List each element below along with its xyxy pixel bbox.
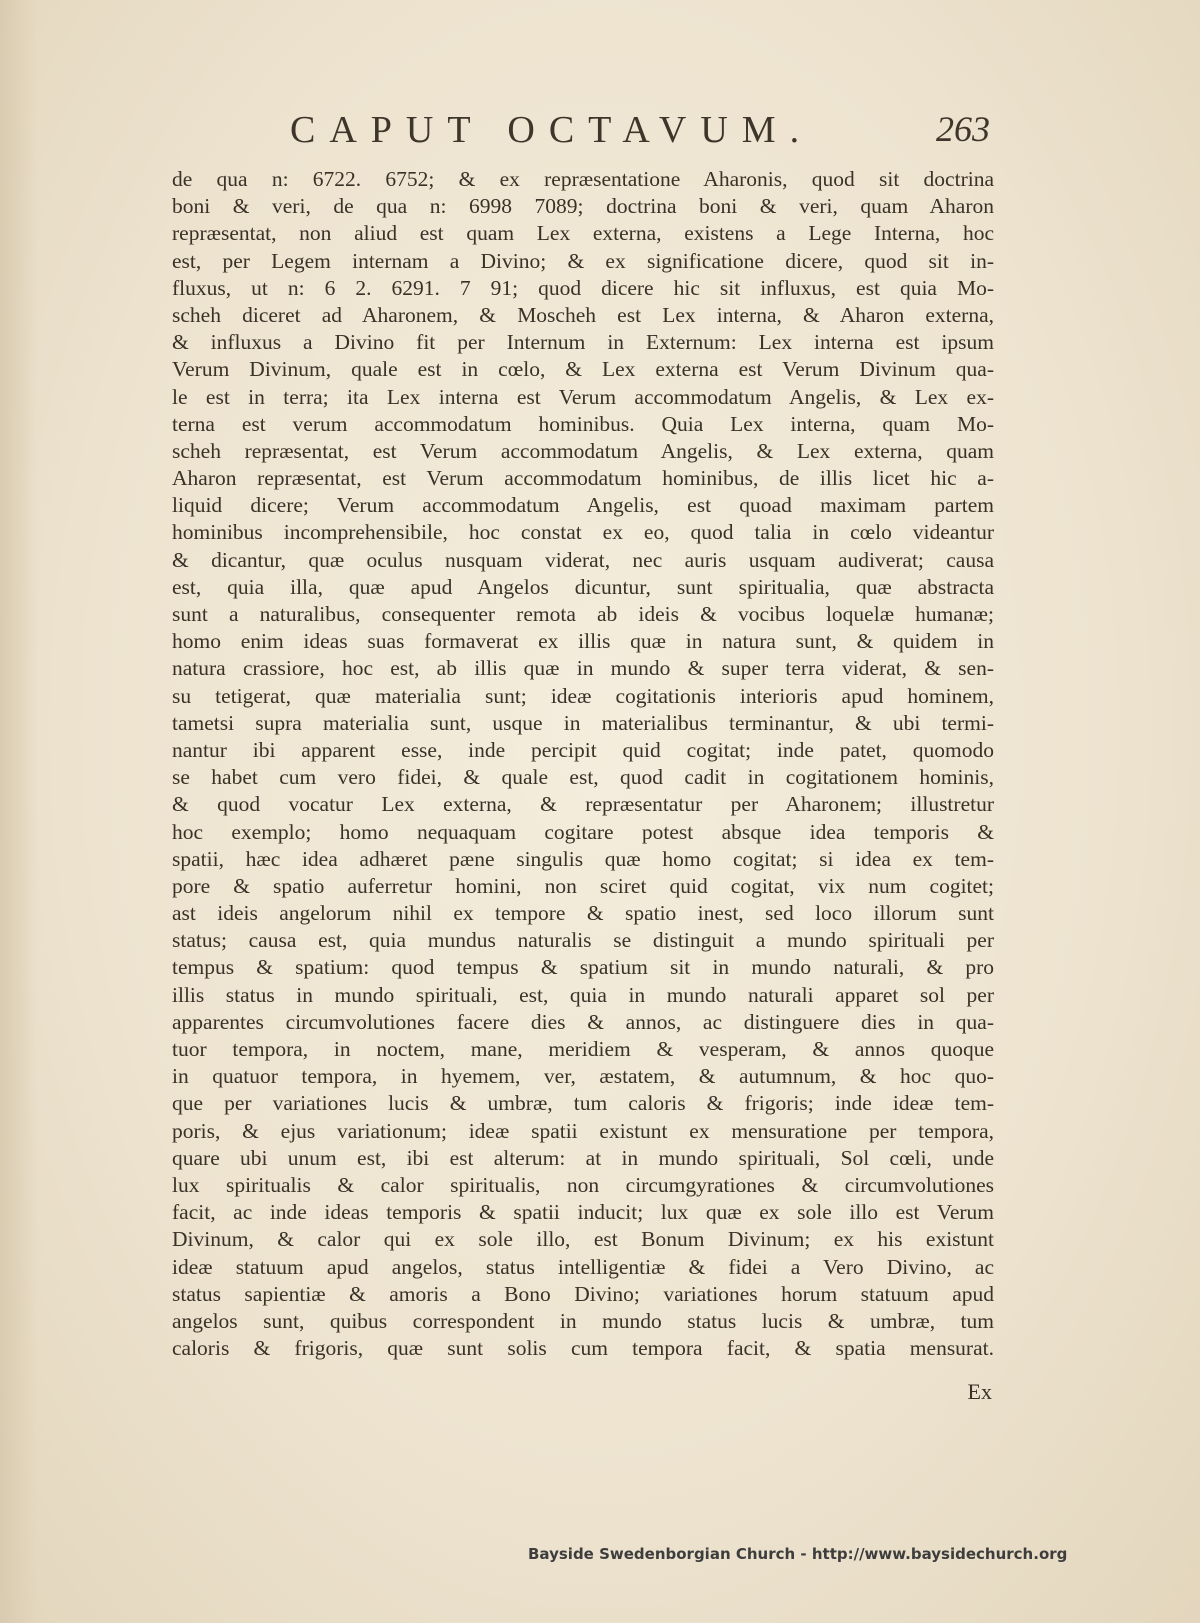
text-line: status; causa est, quia mundus naturalis se distinguit a mundo spirituali per xyxy=(172,928,994,953)
text-line: & influxus a Divino fit per Internum in Externum: Lex interna est ipsum xyxy=(172,330,994,355)
page-number: 263 xyxy=(936,109,990,149)
text-line: sunt a naturalibus, consequenter remota ab ideis & vocibus loquelæ humanæ; xyxy=(172,602,994,626)
text-line: apparentes circumvolutiones facere dies & annos, ac distinguere dies in qua- xyxy=(172,1009,994,1034)
text-line: Divinum, & calor qui ex sole illo, est Bonum Divinum; ex his existunt xyxy=(172,1227,994,1252)
text-line: nantur ibi apparent esse, inde percipit quid cogitat; inde patet, quomodo xyxy=(172,737,994,762)
text-line: se habet cum vero fidei, & quale est, quod cadit in cogitationem hominis, xyxy=(172,765,994,790)
text-line: spatii, hæc idea adhæret pæne singulis quæ homo cogitat; si idea ex tem- xyxy=(172,846,994,871)
text-line: est, per Legem internam a Divino; & ex significatione dicere, quod sit in- xyxy=(172,248,994,273)
text-line: & dicantur, quæ oculus nusquam viderat, nec auris usquam audiverat; causa xyxy=(172,547,994,572)
text-line: que per variationes lucis & umbræ, tum caloris & frigoris; inde ideæ tem- xyxy=(172,1091,994,1116)
text-line: est, quia illa, quæ apud Angelos dicuntur, sunt spiritualia, quæ abstracta xyxy=(172,574,994,599)
text-line: su tetigerat, quæ materialia sunt; ideæ cogitationis interioris apud hominem, xyxy=(172,683,994,708)
text-line: hominibus incomprehensibile, hoc constat ex eo, quod talia in cœlo videantur xyxy=(172,520,994,545)
text-line: illis status in mundo spirituali, est, quia in mundo naturali apparet sol per xyxy=(172,982,994,1007)
gutter-shadow xyxy=(0,0,38,1623)
text-line: homo enim ideas suas formaverat ex illis quæ in natura sunt, & quidem in xyxy=(172,629,994,654)
text-line: liquid dicere; Verum accommodatum Angelis, est quoad maximam partem xyxy=(172,493,994,518)
page-header xyxy=(290,108,990,158)
text-line: poris, & ejus variationum; ideæ spatii existunt ex mensuratione per tempora, xyxy=(172,1118,994,1143)
text-line: scheh diceret ad Aharonem, & Moscheh est Lex interna, & Aharon externa, xyxy=(172,302,994,327)
text-line: angelos sunt, quibus correspondent in mundo status lucis & umbræ, tum xyxy=(172,1308,994,1333)
text-line: scheh repræsentat, est Verum accommodatum Angelis, & Lex externa, quam xyxy=(172,438,994,463)
text-line: quare ubi unum est, ibi est alterum: at in mundo spirituali, Sol cœli, unde xyxy=(172,1145,994,1170)
text-line: in quatuor tempora, in hyemem, ver, æstatem, & autumnum, & hoc quo- xyxy=(172,1064,994,1089)
text-line: boni & veri, de qua n: 6998 7089; doctrina boni & veri, quam Aharon xyxy=(172,194,994,219)
body-text xyxy=(172,166,994,1362)
text-line: caloris & frigoris, quæ sunt solis cum tempora facit, & spatia mensurat. xyxy=(172,1336,994,1361)
text-line: lux spiritualis & calor spiritualis, non circumgyrationes & circumvolutiones xyxy=(172,1172,994,1197)
footer-credit-link[interactable]: Bayside Swedenborgian Church - http://www.baysidechurch.org xyxy=(528,1545,1068,1563)
text-line: Aharon repræsentat, est Verum accommodatum hominibus, de illis licet hic a- xyxy=(172,466,994,491)
text-line: tuor tempora, in noctem, mane, meridiem & vesperam, & annos quoque xyxy=(172,1037,994,1061)
text-line: de qua n: 6722. 6752; & ex repræsentatione Aharonis, quod sit doctrina xyxy=(172,167,994,191)
catchword: Ex xyxy=(967,1379,992,1404)
text-line: ideæ statuum apud angelos, status intelligentiæ & fidei a Vero Divino, ac xyxy=(172,1254,994,1279)
text-line: Verum Divinum, quale est in cœlo, & Lex externa est Verum Divinum qua- xyxy=(172,357,994,382)
text-line: ast ideis angelorum nihil ex tempore & spatio inest, sed loco illorum sunt xyxy=(172,901,994,926)
text-line: terna est verum accommodatum hominibus. Quia Lex interna, quam Mo- xyxy=(172,411,994,436)
text-line: tametsi supra materialia sunt, usque in materialibus terminantur, & ubi termi- xyxy=(172,710,994,735)
text-line: tempus & spatium: quod tempus & spatium sit in mundo naturali, & pro xyxy=(172,955,994,980)
text-line: natura crassiore, hoc est, ab illis quæ in mundo & super terra viderat, & sen- xyxy=(172,656,994,681)
running-title: CAPUT OCTAVUM. xyxy=(290,109,814,151)
text-line: repræsentat, non aliud est quam Lex externa, existens a Lege Interna, hoc xyxy=(172,221,994,246)
text-line: pore & spatio auferretur homini, non sciret quid cogitat, vix num cogitet; xyxy=(172,873,994,898)
text-line: fluxus, ut n: 6 2. 6291. 7 91; quod dicere hic sit influxus, est quia Mo- xyxy=(172,275,994,300)
text-line: facit, ac inde ideas temporis & spatii inducit; lux quæ ex sole illo est Verum xyxy=(172,1200,994,1225)
text-line: & quod vocatur Lex externa, & repræsentatur per Aharonem; illustretur xyxy=(172,792,994,817)
text-line: status sapientiæ & amoris a Bono Divino; variationes horum statuum apud xyxy=(172,1281,994,1306)
text-line: hoc exemplo; homo nequaquam cogitare potest absque idea temporis & xyxy=(172,819,994,844)
text-line: le est in terra; ita Lex interna est Verum accommodatum Angelis, & Lex ex- xyxy=(172,384,994,409)
